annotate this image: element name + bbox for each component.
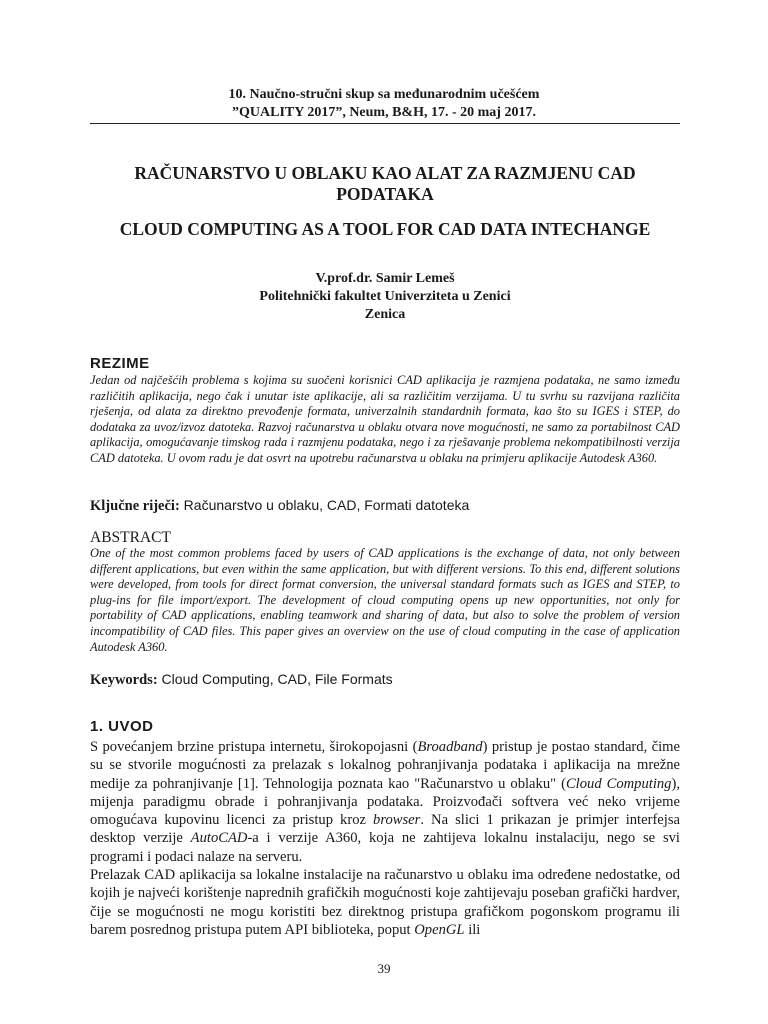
author-city: Zenica <box>364 307 406 322</box>
text-run: ili <box>464 921 481 938</box>
title-english: CLOUD COMPUTING AS A TOOL FOR CAD DATA INTECHANGE <box>119 219 651 239</box>
text-run: . Na slici 1 prikazan je primjer interfejsa desktop verzije <box>90 812 680 847</box>
text-run-italic: Cloud Computing <box>565 775 672 792</box>
rezime-text: Jedan od najčešćih problema s kojima su suočeni korisnici CAD aplikacija je razmjena podataka, ne samo između različitih aplikacija, nego čak i unutar iste aplikacije, ali sa različitim verzijama. U tu svrhu su razvijana različita rješenja, od alata za direktno prevođenje formata, univerzalnih standardnih formata, kao što su IGES i STEP, do dodataka za uvoz/izvoz datoteka. Razvoj računarstva u oblaku otvara nove mogućnosti, ne samo za portabilnost CAD aplikacija, omogućavanje timskog rada i razmjenu podataka, nego i za rješavanje problema nekompatibilnosti verzija CAD datoteka. U ovom radu je dat osvrt na upotrebu računarstva u oblaku na primjeru aplikacije Autodesk A360. <box>90 373 680 465</box>
text-run: S povećanjem brzine pristupa internetu, širokopojasni ( <box>90 739 418 755</box>
title-bosnian-line-1: RAČUNARSTVO U OBLAKU KAO ALAT ZA RAZMJENU CAD <box>134 163 636 183</box>
text-run: ), mijenja paradigmu obrade i pohranjivanja podataka. Proizvođači softvera već neko vrijeme omogućava kupovinu licenci za pristup kroz <box>90 775 680 829</box>
section-1-paragraph-2 <box>90 866 680 939</box>
section-1-heading: 1. UVOD <box>90 718 154 735</box>
page-number: 39 <box>377 961 391 976</box>
text-run-italic: OpenGL <box>414 921 465 938</box>
abstract-text: One of the most common problems faced by users of CAD applications is the exchange of data, not only between different applications, but even within the same application, but with different versions. To this end, different solutions were developed, from tools for direct format conversion, the universal standard formats such as IGES and STEP, to plug-ins for file import/export. The development of cloud computing opens up new opportunities, not only for portability of CAD applications, enabling teamwork and sharing of data, but also to solve the problem of version incompatibility of CAD files. This paper gives an overview on the use of cloud computing in the case of application Autodesk A360. <box>90 546 680 654</box>
header-divider <box>90 123 680 124</box>
text-run: Prelazak CAD aplikacija sa lokalne instalacije na računarstvo u oblaku ima određene nedostatke, od kojih je najveći korištenje naprednih grafičkih mogućnosti koje zahtijevaju poseban grafički hardver, čije se mogućnosti ne mogu koristiti bez direktnog pristupa grafičkom pogonskom programu ili barem posrednog pristupa putem API biblioteka, poput <box>90 867 680 938</box>
keywords-value: Cloud Computing, CAD, File Formats <box>157 671 393 687</box>
author-affiliation: Politehnički fakultet Univerziteta u Zenici <box>259 289 511 304</box>
rezime-heading: REZIME <box>90 355 150 372</box>
text-run-italic: AutoCAD <box>190 830 248 847</box>
text-run-italic: browser <box>373 812 421 829</box>
author-block <box>90 270 680 324</box>
keywords-label: Keywords: <box>90 672 158 688</box>
section-1-paragraph-1 <box>90 738 680 866</box>
section-1-body <box>90 738 680 939</box>
conference-line-1: 10. Naučno-stručni skup sa međunarodnim učešćem <box>228 87 540 102</box>
text-run-italic: Broadband <box>417 739 483 755</box>
kljucne-rijeci-label: Ključne riječi: <box>90 498 180 514</box>
conference-line-2: ”QUALITY 2017”, Neum, B&H, 17. - 20 maj 2017. <box>232 105 536 120</box>
abstract-heading: ABSTRACT <box>90 529 171 546</box>
text-run: -a i verzije A360, koja ne zahtijeva lokalnu instalaciju, nego se svi programi i podaci nalaze na serveru. <box>90 830 680 865</box>
text-run: ) pristup je postao standard, čime su se stvorile mogućnosti za prelazak s lokalnog pohranjivanja podataka i aplikacija na mrežne medije za pohranjivanje [1]. Tehnologija poznata kao "Računarstvo u oblaku" ( <box>90 739 680 792</box>
conference-header <box>90 86 678 122</box>
author-name: V.prof.dr. Samir Lemeš <box>315 271 455 286</box>
kljucne-rijeci <box>90 496 680 515</box>
keywords <box>90 670 680 689</box>
title-bosnian <box>90 163 680 205</box>
title-bosnian-line-2: PODATAKA <box>336 184 434 204</box>
kljucne-rijeci-value: Računarstvo u oblaku, CAD, Formati datoteka <box>179 497 470 513</box>
